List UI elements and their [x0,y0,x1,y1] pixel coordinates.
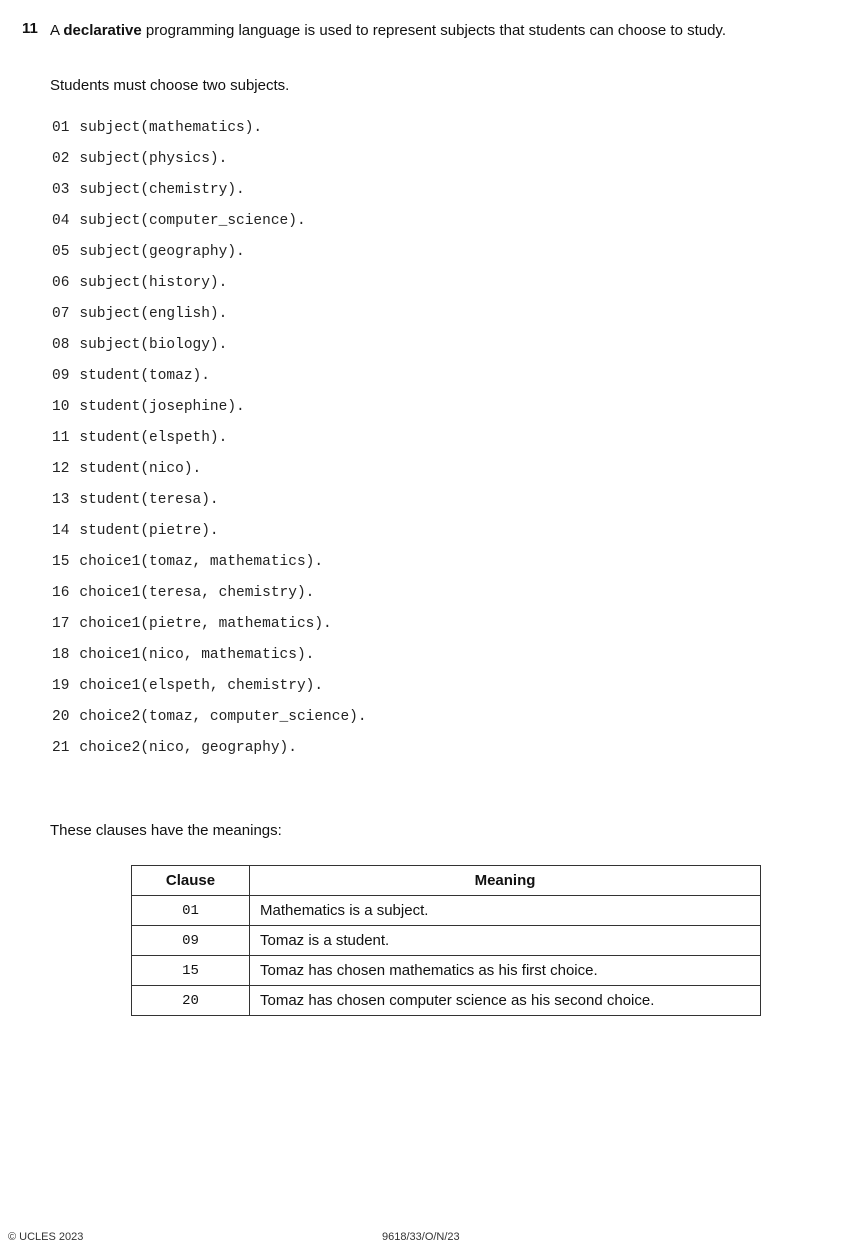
line-number: 12 [52,461,70,477]
code-line [52,583,367,614]
question-requirement: Students must choose two subjects. [50,77,290,94]
question-number: 11 [22,20,38,37]
code-line [52,149,367,180]
clause-text: subject(mathematics). [79,120,263,136]
meanings-table [131,865,761,1016]
line-number: 09 [52,368,70,384]
clause-text: choice1(teresa, chemistry). [79,585,315,601]
line-number: 05 [52,244,70,260]
question-intro [50,20,830,41]
code-line [52,459,367,490]
line-number: 14 [52,523,70,539]
meaning-cell: Tomaz is a student. [250,926,761,956]
line-number: 17 [52,616,70,632]
line-number: 11 [52,430,70,446]
clause-text: subject(history). [79,275,228,291]
footer-paper-code: 9618/33/O/N/23 [382,1231,460,1243]
clause-text: student(tomaz). [79,368,210,384]
code-line [52,180,367,211]
meaning-cell: Mathematics is a subject. [250,896,761,926]
clause-text: choice2(tomaz, computer_science). [79,709,367,725]
table-row [132,926,761,956]
line-number: 21 [52,740,70,756]
meaning-cell: Tomaz has chosen computer science as his second choice. [250,986,761,1016]
code-line [52,738,367,769]
meaning-column-header: Meaning [250,866,761,896]
code-line [52,552,367,583]
clause-text: subject(computer_science). [79,213,306,229]
line-number: 19 [52,678,70,694]
line-number: 02 [52,151,70,167]
code-line [52,614,367,645]
clause-cell: 01 [132,896,250,926]
clause-cell: 20 [132,986,250,1016]
clause-text: student(pietre). [79,523,219,539]
clause-text: student(teresa). [79,492,219,508]
clause-text: subject(chemistry). [79,182,245,198]
clause-text: choice1(nico, mathematics). [79,647,315,663]
intro-bold-term: declarative [63,22,142,39]
clause-text: student(elspeth). [79,430,228,446]
clause-text: subject(english). [79,306,228,322]
line-number: 03 [52,182,70,198]
intro-text-end: programming language is used to represent subjects that students can choose to study. [141,22,726,39]
clause-text: subject(physics). [79,151,228,167]
line-number: 10 [52,399,70,415]
code-line [52,428,367,459]
table-row [132,956,761,986]
line-number: 04 [52,213,70,229]
code-line [52,335,367,366]
clause-text: student(josephine). [79,399,245,415]
code-line [52,366,367,397]
table-row [132,896,761,926]
clause-column-header: Clause [132,866,250,896]
intro-text-start: A [50,22,64,39]
code-line [52,304,367,335]
clause-text: subject(biology). [79,337,228,353]
code-line [52,521,367,552]
code-line [52,397,367,428]
code-line [52,676,367,707]
line-number: 18 [52,647,70,663]
line-number: 15 [52,554,70,570]
line-number: 16 [52,585,70,601]
clause-text: student(nico). [79,461,202,477]
clause-cell: 15 [132,956,250,986]
code-line [52,707,367,738]
clause-text: choice1(elspeth, chemistry). [79,678,324,694]
meanings-header-row [132,866,761,896]
code-line [52,118,367,149]
line-number: 13 [52,492,70,508]
code-line [52,273,367,304]
clause-text: subject(geography). [79,244,245,260]
line-number: 01 [52,120,70,136]
code-line [52,645,367,676]
code-listing [52,118,367,769]
meaning-cell: Tomaz has chosen mathematics as his first choice. [250,956,761,986]
line-number: 08 [52,337,70,353]
code-line [52,490,367,521]
clause-text: choice1(pietre, mathematics). [79,616,332,632]
code-line [52,242,367,273]
line-number: 20 [52,709,70,725]
code-line [52,211,367,242]
line-number: 07 [52,306,70,322]
clause-text: choice2(nico, geography). [79,740,297,756]
meanings-intro: These clauses have the meanings: [50,822,282,839]
footer-copyright: © UCLES 2023 [8,1231,84,1243]
clause-text: choice1(tomaz, mathematics). [79,554,324,570]
table-row [132,986,761,1016]
line-number: 06 [52,275,70,291]
clause-cell: 09 [132,926,250,956]
